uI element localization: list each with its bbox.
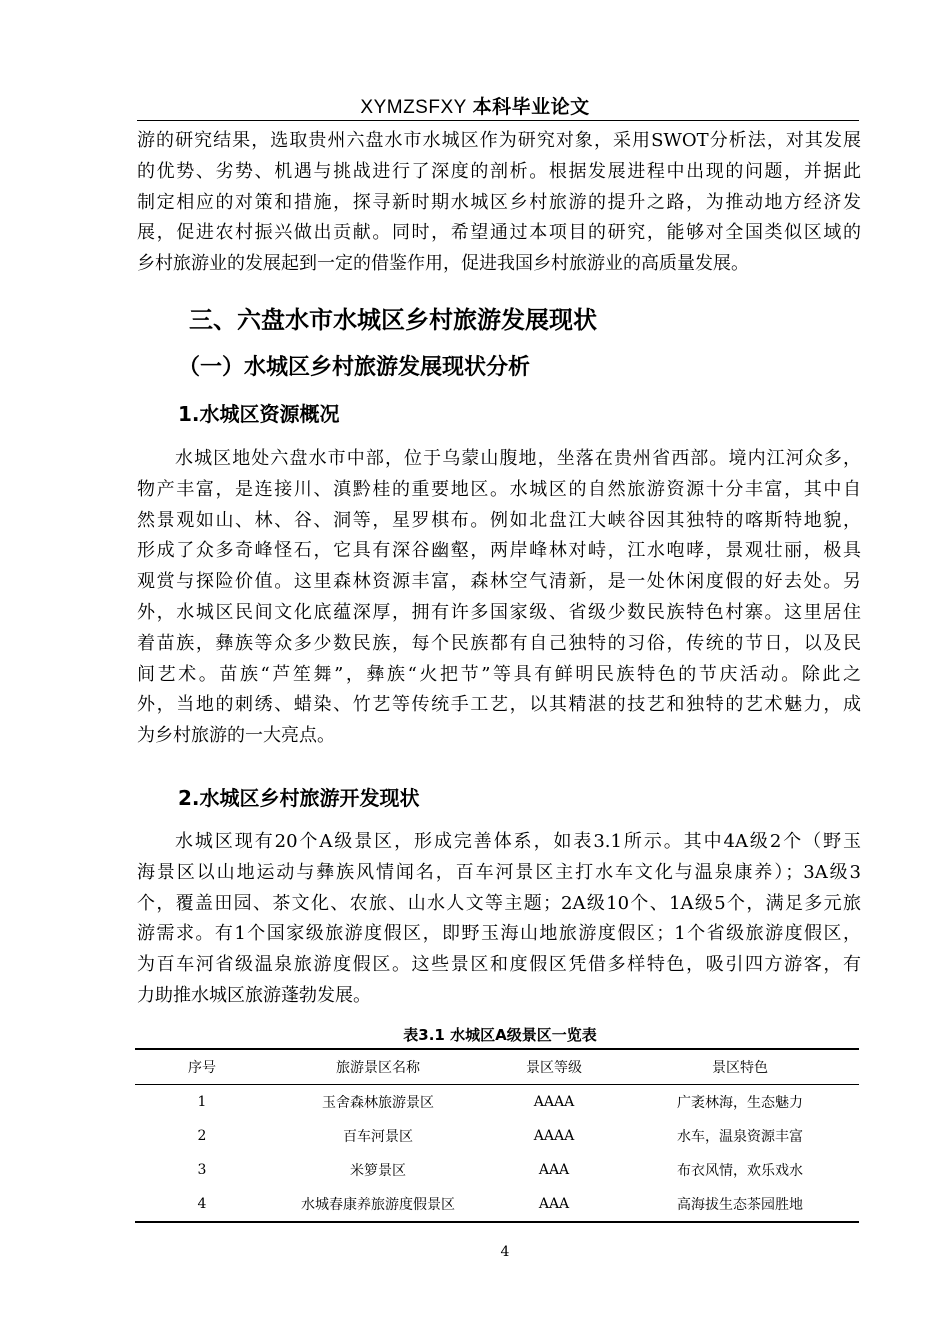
resources-line: 然景观如山、林、谷、洞等，星罗棋布。例如北盘江大峡谷因其独特的喀斯特地貌，: [137, 509, 861, 531]
intro-line: 的优势、劣势、机遇与挑战进行了深度的剖析。根据发展进程中出现的问题，并据此: [137, 160, 861, 182]
resources-line: 外，水城区民间文化底蕴深厚，拥有许多国家级、省级少数民族特色村寨。这里居住: [137, 601, 861, 623]
col-header-name: 旅游景区名称: [269, 1049, 487, 1085]
table-header-row: [135, 1049, 859, 1085]
cell-name: 百车河景区: [343, 1129, 413, 1145]
cell-feature: 高海拔生态茶园胜地: [621, 1187, 859, 1222]
development-paragraph: [137, 827, 861, 1012]
intro-line: 制定相应的对策和措施，探寻新时期水城区乡村旅游的提升之路，为推动地方经济发: [137, 191, 861, 213]
cell-index: 1: [197, 1094, 207, 1110]
table-caption: 表3.1 水城区A级景区一览表: [403, 1026, 597, 1044]
col-header-index: 序号: [135, 1049, 269, 1085]
table-row: [135, 1085, 859, 1120]
col-header-feature: 景区特色: [621, 1049, 859, 1085]
section-title: 三、六盘水市水城区乡村旅游发展现状: [189, 306, 597, 334]
resources-line: 间艺术。苗族“芦笙舞”，彝族“火把节”等具有鲜明民族特色的节庆活动。除此之: [137, 663, 861, 685]
resources-line: 水城区地处六盘水市中部，位于乌蒙山腹地，坐落在贵州省西部。境内江河众多，: [175, 448, 861, 469]
cell-level: AAA: [487, 1187, 621, 1222]
cell-feature: 水车，温泉资源丰富: [677, 1129, 803, 1145]
subsection-title: （一）水城区乡村旅游发展现状分析: [178, 355, 531, 380]
page-header: [0, 92, 950, 119]
resources-paragraph: [137, 444, 861, 752]
cell-feature: 广袤林海，生态魅力: [677, 1095, 803, 1111]
col-header-level: 景区等级: [487, 1049, 621, 1085]
intro-paragraph: [137, 126, 861, 280]
scenic-spots-table: [135, 1048, 859, 1223]
development-line: 海景区以山地运动与彝族风情闻名，百车河景区主打水车文化与温泉康养）；3A级3: [137, 861, 861, 883]
cell-level: AAA: [538, 1162, 570, 1178]
header-rule: [137, 120, 859, 121]
development-line: 力助推水城区旅游蓬勃发展。: [137, 984, 371, 1006]
cell-feature: 布衣风情，欢乐戏水: [677, 1163, 803, 1179]
header-thesis-label: 本科毕业论文: [472, 96, 590, 118]
table-row: [135, 1119, 859, 1153]
intro-line: 乡村旅游业的发展起到一定的借鉴作用，促进我国乡村旅游业的高质量发展。: [137, 253, 749, 275]
header-school-code: XYMZSFXY: [360, 97, 467, 118]
development-heading: 2.水城区乡村旅游开发现状: [178, 786, 420, 810]
development-line: 水城区现有20个A级景区，形成完善体系，如表3.1所示。其中4A级2个（野玉: [175, 831, 861, 852]
resources-line: 形成了众多奇峰怪石，它具有深谷幽壑，两岸峰林对峙，江水咆哮，景观壮丽，极具: [137, 540, 861, 562]
cell-level: AAAA: [533, 1128, 575, 1144]
cell-index: 4: [135, 1187, 269, 1222]
cell-index: 2: [197, 1128, 207, 1144]
resources-line: 着苗族，彝族等众多少数民族，每个民族都有自己独特的习俗，传统的节日，以及民: [137, 632, 861, 654]
development-line: 个，覆盖田园、茶文化、农旅、山水人文等主题；2A级10个、1A级5个，满足多元旅: [137, 892, 861, 914]
development-line: 游需求。有1个国家级旅游度假区，即野玉海山地旅游度假区；1个省级旅游度假区，: [137, 923, 861, 945]
page-number: 4: [500, 1244, 510, 1260]
table-row: [135, 1153, 859, 1187]
resources-line: 物产丰富，是连接川、滇黔桂的重要地区。水城区的自然旅游资源十分丰富，其中自: [137, 478, 861, 500]
cell-index: 3: [197, 1162, 207, 1178]
cell-name: 玉舍森林旅游景区: [322, 1095, 434, 1111]
cell-name: 米箩景区: [350, 1163, 406, 1179]
resources-line: 观赏与探险价值。这里森林资源丰富，森林空气清新，是一处休闲度假的好去处。另: [137, 571, 861, 593]
intro-line: 游的研究结果，选取贵州六盘水市水城区作为研究对象，采用SWOT分析法，对其发展: [137, 130, 861, 151]
cell-level: AAAA: [533, 1094, 575, 1110]
resources-line: 外，当地的刺绣、蜡染、竹艺等传统手工艺，以其精湛的技艺和独特的艺术魅力，成: [137, 694, 861, 716]
cell-name: 水城春康养旅游度假景区: [269, 1187, 487, 1222]
development-line: 为百车河省级温泉旅游度假区。这些景区和度假区凭借多样特色，吸引四方游客，有: [137, 954, 861, 976]
table-row: [135, 1187, 859, 1222]
intro-line: 展，促进农村振兴做出贡献。同时，希望通过本项目的研究，能够对全国类似区域的: [137, 222, 861, 244]
resources-line: 为乡村旅游的一大亮点。: [137, 725, 335, 747]
resources-heading: 1.水城区资源概况: [178, 402, 340, 426]
